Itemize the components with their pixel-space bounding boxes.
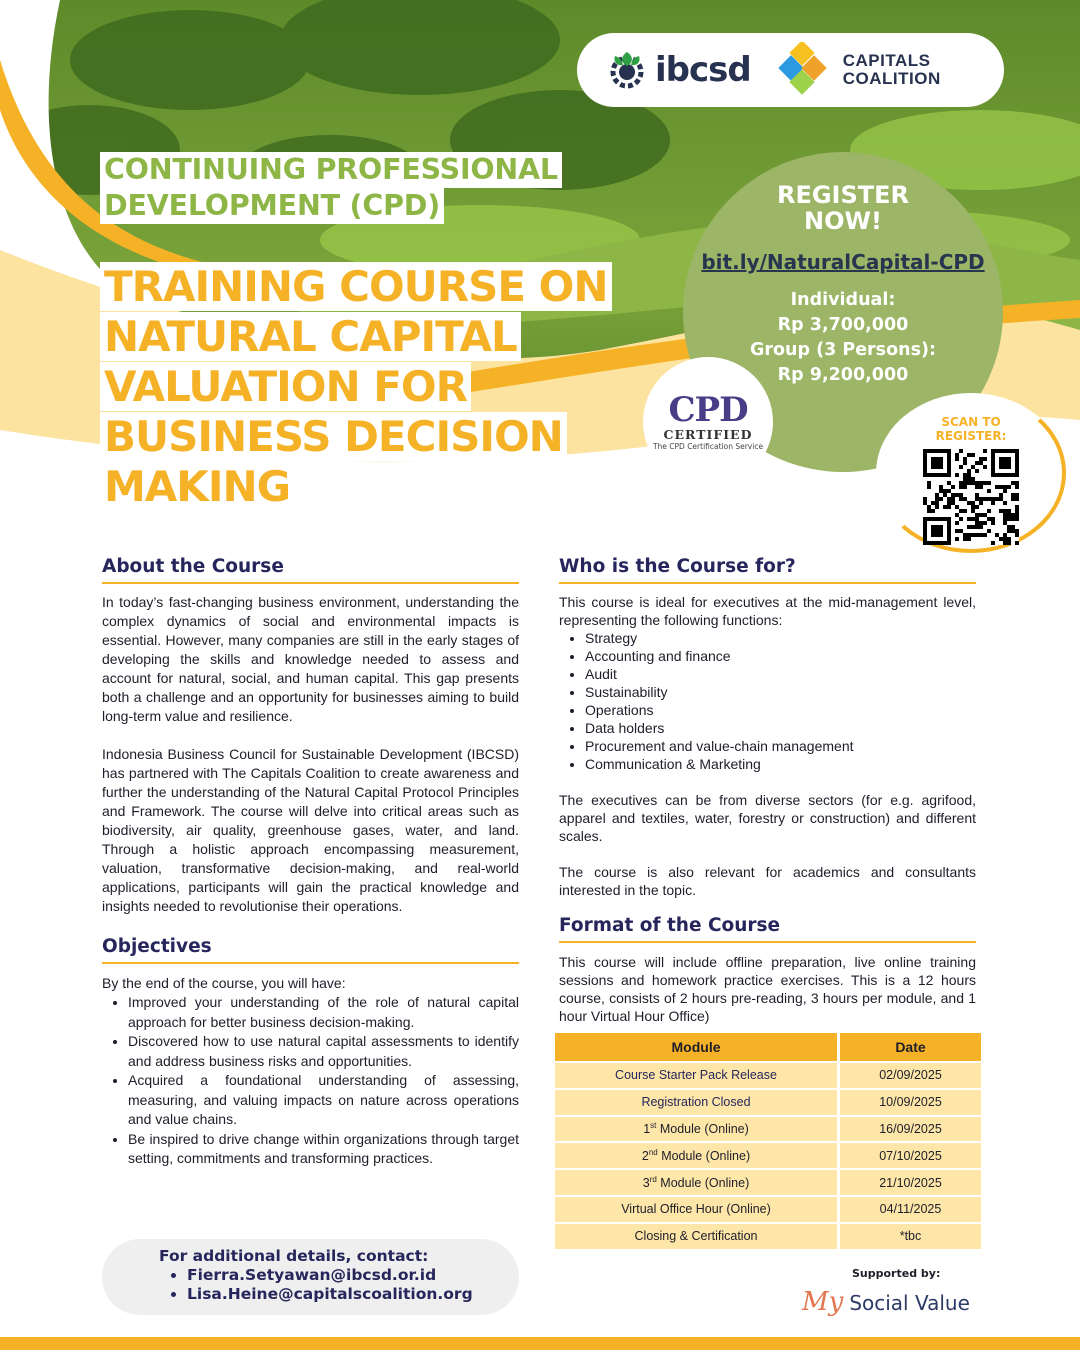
ibcsd-wordmark: ibcsd <box>655 50 751 90</box>
module-name: Registration Closed <box>641 1095 751 1110</box>
my-social-value-logo <box>802 1287 970 1317</box>
page-title <box>100 262 620 512</box>
coalition-wordmark: COALITION <box>842 69 941 88</box>
title-line-5: MAKING <box>100 462 294 511</box>
module-name-rest: Module (Online) <box>656 1122 749 1137</box>
supported-by-label: Supported by: <box>852 1267 941 1280</box>
schedule-date-cell: *tbc <box>840 1223 981 1249</box>
qr-label-line1: SCAN TO <box>941 415 1001 429</box>
ibcsd-leaf-icon <box>605 48 649 92</box>
title-line-2: NATURAL CAPITAL <box>100 312 521 361</box>
module-name: 3 <box>642 1176 650 1191</box>
schedule-header-module: Module <box>555 1033 840 1061</box>
objective-item: • Be inspired to drive change within organizations through target setting, commitments and transforming practices. <box>128 1130 519 1169</box>
objectives-heading: Objectives <box>102 936 519 964</box>
registration-link[interactable]: bit.ly/NaturalCapital-CPD <box>701 250 985 274</box>
schedule-date-cell: 04/11/2025 <box>840 1196 981 1222</box>
contact-box <box>102 1239 519 1315</box>
module-ordinal-suffix: st <box>650 1121 657 1131</box>
function-item: • Strategy <box>585 629 976 647</box>
objective-item: • Improved your understanding of the role of natural capital approach for better business decision-making. <box>128 993 519 1032</box>
module-name: Closing & Certification <box>634 1229 758 1244</box>
function-item: • Procurement and value-chain management <box>585 737 976 755</box>
capitals-wordmark: CAPITALS <box>842 51 931 70</box>
schedule-date-cell: 16/09/2025 <box>840 1116 981 1142</box>
capitals-coalition-logo <box>777 42 941 98</box>
who-sectors-paragraph: The executives can be from diverse sectors (for e.g. agrifood, apparel and textiles, water, forestry or construction) and different scales. <box>559 792 976 844</box>
ibcsd-logo <box>605 48 751 92</box>
cpd-label <box>100 152 562 224</box>
schedule-module-cell <box>555 1142 840 1168</box>
individual-price: Rp 3,700,000 <box>777 315 909 335</box>
module-ordinal-suffix: rd <box>649 1175 657 1184</box>
group-price: Rp 9,200,000 <box>777 365 909 385</box>
qr-register-circle <box>876 393 1066 553</box>
right-column <box>559 556 976 1025</box>
qr-code-icon[interactable] <box>923 449 1019 545</box>
cpd-certified-badge <box>643 357 773 487</box>
schedule-row <box>555 1062 981 1088</box>
objectives-list <box>102 993 519 1169</box>
schedule-date-cell: 02/09/2025 <box>840 1062 981 1088</box>
title-line-3: VALUATION FOR <box>100 362 471 411</box>
individual-label: Individual: <box>790 290 896 310</box>
schedule-module-cell <box>555 1116 840 1142</box>
cpd-label-line2: DEVELOPMENT (CPD) <box>100 188 444 224</box>
schedule-row <box>555 1196 981 1222</box>
format-paragraph: This course will include offline preparation, live online training sessions and homework practice exercises. This is a 12 hours course, consists of 2 hours pre-reading, 3 hours per module, and 1 hour Virtual Hour Office) <box>559 954 976 1024</box>
module-name-rest: Module (Online) <box>656 1176 750 1191</box>
function-item: • Communication & Marketing <box>585 755 976 773</box>
partner-logos <box>577 33 1004 107</box>
module-name: Virtual Office Hour (Online) <box>621 1202 771 1217</box>
title-line-1: TRAINING COURSE ON <box>100 262 612 311</box>
function-item: • Data holders <box>585 719 976 737</box>
register-heading-line2: NOW! <box>804 207 882 235</box>
schedule-module-cell <box>555 1089 840 1115</box>
my-social-value-wordmark: Social Value <box>849 1291 970 1315</box>
about-paragraph-1: In today’s fast-changing business environment, understanding the complex dynamics of social and environmental impacts is essential. However, many companies are still in the early stages of developing the skills and knowledge needed to assess and account for natural, social, and human capital. This gap presents both a challenge and an opportunity for businesses aiming to build long-term value and resilience. <box>102 594 519 724</box>
who-heading: Who is the Course for? <box>559 556 976 584</box>
bottom-accent-bar <box>0 1337 1080 1350</box>
contact-heading: For additional details, contact: <box>159 1247 429 1265</box>
module-name-rest: Module (Online) <box>657 1149 751 1164</box>
module-name: Course Starter Pack Release <box>615 1068 777 1083</box>
title-line-4: BUSINESS DECISION <box>100 412 567 461</box>
cpd-badge-certified: CERTIFIED <box>663 427 753 442</box>
objective-item: • Acquired a foundational understanding of assessing, measuring, and valuing impacts on nature across operations and value chains. <box>128 1071 519 1130</box>
group-label: Group (3 Persons): <box>750 340 936 360</box>
left-column <box>102 556 519 1169</box>
format-heading: Format of the Course <box>559 915 976 943</box>
module-name: 2 <box>641 1149 649 1164</box>
schedule-date-cell: 21/10/2025 <box>840 1169 981 1195</box>
schedule-module-cell <box>555 1196 840 1222</box>
contact-email-link[interactable]: • Fierra.Setyawan@ibcsd.or.id <box>187 1266 519 1285</box>
schedule-table <box>555 1032 981 1250</box>
function-item: • Operations <box>585 701 976 719</box>
function-item: • Sustainability <box>585 683 976 701</box>
schedule-module-cell <box>555 1169 840 1195</box>
register-heading-line1: REGISTER <box>776 181 910 209</box>
cpd-label-line1: CONTINUING PROFESSIONAL <box>100 152 562 188</box>
cpd-badge-mark: CPD <box>668 390 748 430</box>
schedule-module-cell <box>555 1062 840 1088</box>
module-ordinal-suffix: nd <box>648 1148 658 1158</box>
schedule-row <box>555 1116 981 1142</box>
qr-label-line2: REGISTER: <box>935 429 1007 443</box>
contact-email-link[interactable]: • Lisa.Heine@capitalscoalition.org <box>187 1285 519 1304</box>
module-name: 1 <box>643 1122 651 1137</box>
who-functions-list <box>559 629 976 773</box>
objective-item: • Discovered how to use natural capital assessments to identify and address business risks and opportunities. <box>128 1032 519 1071</box>
schedule-row <box>555 1223 981 1249</box>
cpd-badge-service: The CPD Certification Service <box>652 442 764 451</box>
schedule-header-date: Date <box>840 1033 981 1061</box>
who-intro: This course is ideal for executives at the mid-management level, representing the following functions: <box>559 594 976 628</box>
about-heading: About the Course <box>102 556 519 584</box>
contact-list <box>159 1266 519 1304</box>
function-item: • Accounting and finance <box>585 647 976 665</box>
my-social-value-my: My <box>802 1287 844 1317</box>
objectives-intro: By the end of the course, you will have: <box>102 975 346 991</box>
schedule-header-row <box>555 1033 981 1061</box>
hero-banner <box>0 0 1080 560</box>
schedule-row <box>555 1142 981 1168</box>
schedule-row <box>555 1089 981 1115</box>
about-paragraph-2: Indonesia Business Council for Sustainable Development (IBCSD) has partnered with The Capitals Coalition to create awareness and further the understanding of the Natural Capital Protocol Principles and Framework. The course will delve into critical areas such as biodiversity, air quality, greenhouse gases, water, and land. Through a holistic approach encompassing measurement, valuation, transformative decision-making, and real-world applications, participants will gain the practical knowledge and insights needed to revolutionise their operations. <box>102 746 519 914</box>
function-item: • Audit <box>585 665 976 683</box>
schedule-date-cell: 07/10/2025 <box>840 1142 981 1168</box>
capitals-coalition-diamond-icon <box>777 42 833 98</box>
schedule-module-cell <box>555 1223 840 1249</box>
who-academics-paragraph: The course is also relevant for academics and consultants interested in the topic. <box>559 864 976 898</box>
schedule-date-cell: 10/09/2025 <box>840 1089 981 1115</box>
schedule-row <box>555 1169 981 1195</box>
